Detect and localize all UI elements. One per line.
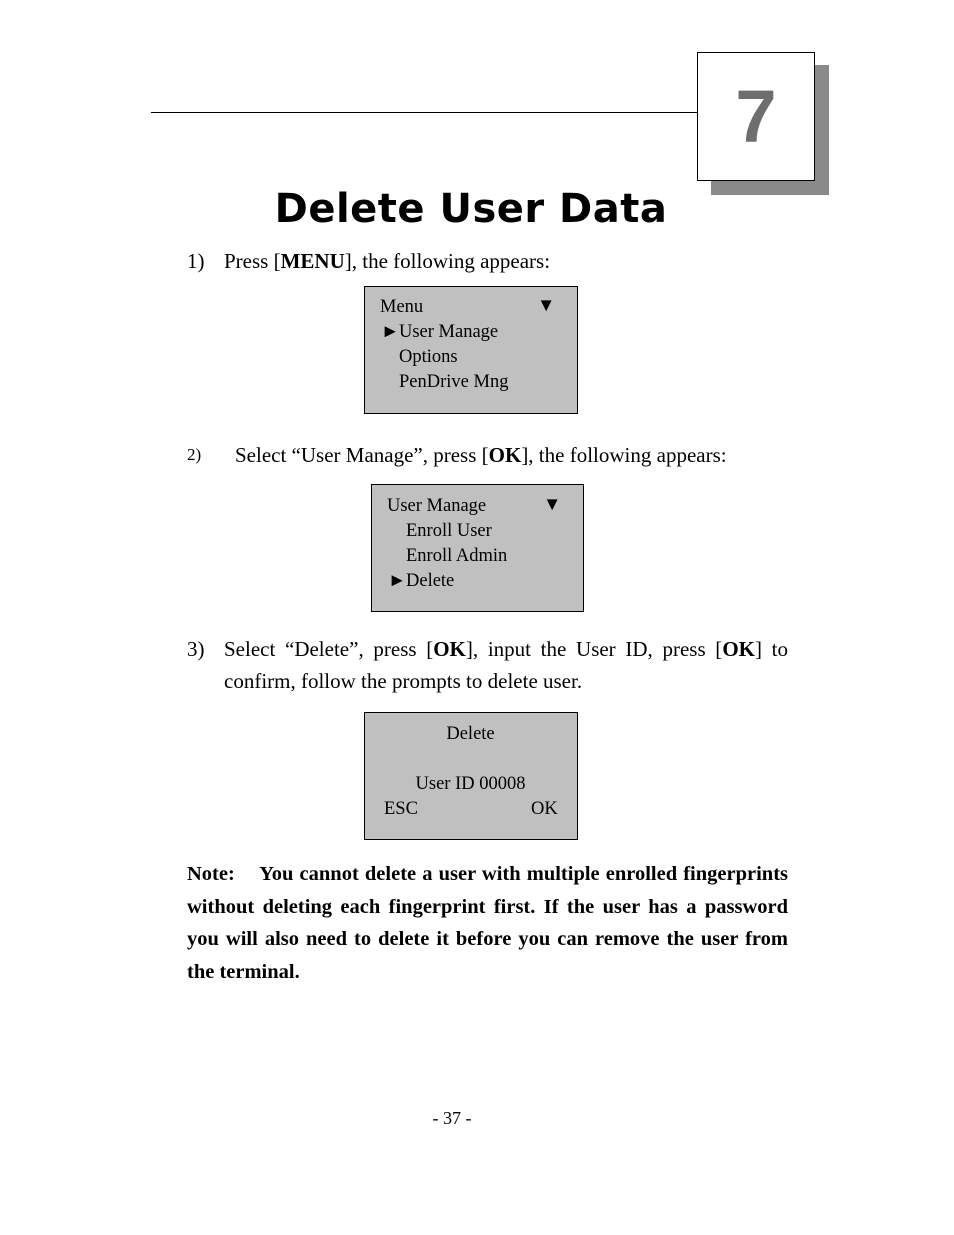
step-number: 1) [187,249,205,273]
menu-item: Delete [406,571,455,591]
page-title: Delete User Data [274,186,668,232]
menu-item: Enroll User [406,521,492,541]
lcd-screen-menu [364,286,578,414]
scroll-down-arrow-icon: ▼ [537,296,556,316]
screen-title: Menu [380,297,424,317]
selection-pointer-icon: ► [388,571,407,591]
note-label: Note: [187,863,235,885]
note-text: You cannot delete a user with multiple enrolled fingerprints without deleting each fingerprint first. If the user has a password you will also need to delete it before you can remove the user from the terminal. [187,863,788,983]
esc-softkey: ESC [384,799,418,819]
step-text: Select “User Manage”, press [OK], the following appears: [235,443,727,467]
step-2 [187,439,787,471]
scroll-down-arrow-icon: ▼ [543,495,562,515]
header-rule [151,112,699,113]
step-1 [187,245,787,277]
step-text: Press [MENU], the following appears: [224,249,551,273]
screen-title: Delete [446,724,495,744]
selection-pointer-icon: ► [381,322,400,342]
step-number: 2) [187,445,202,464]
menu-item: User Manage [399,322,499,342]
menu-item: Options [399,347,458,367]
screen-title: User Manage [387,496,487,516]
user-id-field: User ID 00008 [415,774,526,794]
chapter-box [697,52,815,181]
page-number: - 37 - [432,1108,472,1128]
step-text-continued: confirm, follow the prompts to delete user. [224,669,583,693]
menu-item: Enroll Admin [406,546,508,566]
step-3 [187,633,788,697]
menu-item: PenDrive Mng [399,372,509,392]
lcd-screen-delete [364,712,578,840]
ok-softkey: OK [531,799,558,819]
step-text: Select “Delete”, press [OK], input the User ID, press [OK] to [224,637,789,661]
chapter-number: 7 [735,74,777,158]
note-paragraph [187,858,788,988]
step-number: 3) [187,637,205,661]
lcd-screen-user-manage [371,484,584,612]
